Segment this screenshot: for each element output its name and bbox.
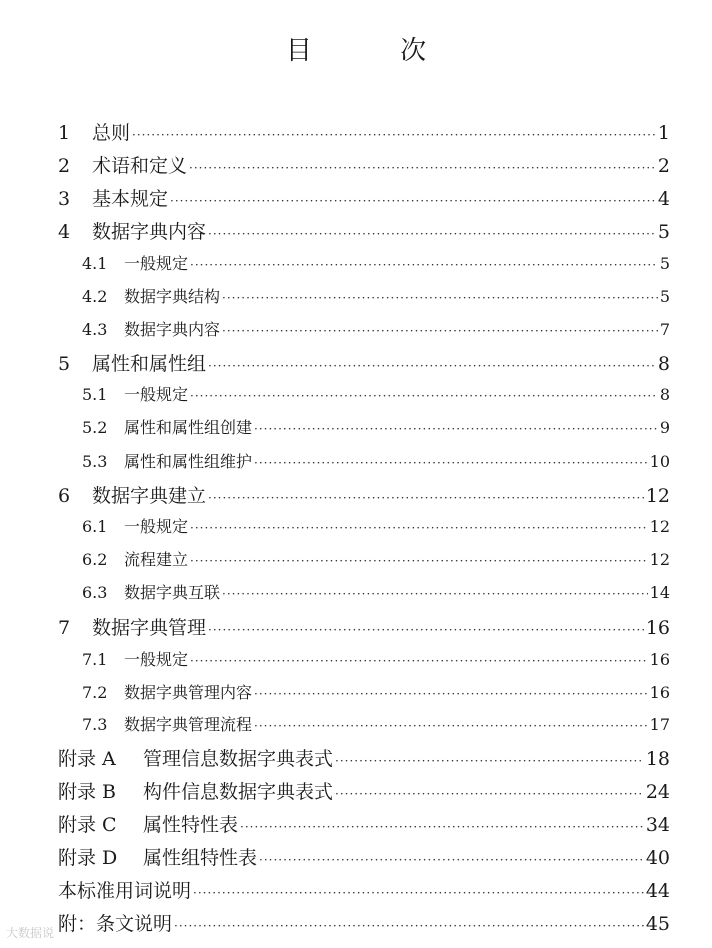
dot-leader xyxy=(190,389,658,403)
appendix-label: 附录 A xyxy=(58,748,116,770)
toc-entry-4[interactable] xyxy=(58,217,670,243)
section-number: 6 xyxy=(58,485,71,507)
section-title: 管理信息数据字典表式 xyxy=(143,748,334,770)
dot-leader xyxy=(254,687,648,701)
dot-leader xyxy=(208,623,644,637)
page-number: 4 xyxy=(657,188,670,210)
section-number: 4.1 xyxy=(82,254,108,273)
section-number: 6.2 xyxy=(82,550,108,569)
section-title: 数据字典管理流程 xyxy=(124,715,253,734)
page-number: 8 xyxy=(657,353,670,375)
section-title: 基本规定 xyxy=(92,188,169,210)
page-number: 10 xyxy=(649,452,670,471)
dot-leader xyxy=(254,456,648,470)
section-number: 5.2 xyxy=(82,418,108,437)
toc-entry-terms-note[interactable] xyxy=(58,876,670,902)
dot-leader xyxy=(190,554,648,568)
toc-entry-clause-note[interactable] xyxy=(58,909,670,935)
section-title: 术语和定义 xyxy=(92,155,188,177)
page-number: 16 xyxy=(649,650,670,669)
section-number: 4 xyxy=(58,221,71,243)
toc-entry-5-2[interactable] xyxy=(82,415,670,441)
section-title: 数据字典管理 xyxy=(92,617,207,639)
section-title: 数据字典建立 xyxy=(92,485,207,507)
section-number: 4.3 xyxy=(82,320,108,339)
page-number: 12 xyxy=(645,485,670,507)
page-number: 5 xyxy=(659,254,670,273)
page-number: 16 xyxy=(649,683,670,702)
dot-leader xyxy=(208,359,656,373)
page-number: 24 xyxy=(645,781,670,803)
page-number: 40 xyxy=(645,847,670,869)
dot-leader xyxy=(254,422,658,436)
section-title: 属性和属性组维护 xyxy=(124,452,253,471)
toc-entry-1[interactable] xyxy=(58,118,670,144)
page-number: 12 xyxy=(649,517,670,536)
dot-leader xyxy=(208,491,644,505)
section-number: 2 xyxy=(58,155,71,177)
section-number: 5.1 xyxy=(82,385,108,404)
toc-entry-6[interactable] xyxy=(58,481,670,507)
toc-entry-4-1[interactable] xyxy=(82,251,670,277)
section-title: 属性和属性组 xyxy=(92,353,207,375)
dot-leader xyxy=(222,587,648,601)
dot-leader xyxy=(170,194,656,208)
page-number: 45 xyxy=(645,913,670,935)
section-title: 数据字典管理内容 xyxy=(124,683,253,702)
page-title: 目 次 xyxy=(285,36,467,66)
toc-entry-4-3[interactable] xyxy=(82,317,670,343)
section-number: 6.3 xyxy=(82,583,108,602)
section-title: 一般规定 xyxy=(124,650,189,669)
section-title: 属性特性表 xyxy=(143,814,239,836)
page-number: 18 xyxy=(645,748,670,770)
section-title: 一般规定 xyxy=(124,254,189,273)
page-number: 5 xyxy=(659,287,670,306)
appendix-label: 附录 C xyxy=(58,814,117,836)
dot-leader xyxy=(190,654,648,668)
page-number: 17 xyxy=(649,715,670,734)
section-number: 7 xyxy=(58,617,71,639)
toc-entry-appendix-a[interactable] xyxy=(58,744,670,770)
toc-entry-5-3[interactable] xyxy=(82,449,670,475)
section-number: 7.3 xyxy=(82,715,108,734)
page-number: 16 xyxy=(645,617,670,639)
dot-leader xyxy=(259,853,644,867)
toc-entry-6-1[interactable] xyxy=(82,514,670,540)
section-number: 3 xyxy=(58,188,71,210)
page-number: 5 xyxy=(657,221,670,243)
section-number: 4.2 xyxy=(82,287,108,306)
toc-entry-appendix-d[interactable] xyxy=(58,843,670,869)
section-title: 数据字典内容 xyxy=(124,320,221,339)
dot-leader xyxy=(174,919,644,933)
toc-entry-5-1[interactable] xyxy=(82,382,670,408)
section-number: 7.2 xyxy=(82,683,108,702)
page-number: 8 xyxy=(659,385,670,404)
section-title: 数据字典结构 xyxy=(124,287,221,306)
dot-leader xyxy=(335,787,644,801)
toc-entry-7-2[interactable] xyxy=(82,680,670,706)
section-title: 属性组特性表 xyxy=(143,847,258,869)
section-title: 本标准用词说明 xyxy=(58,880,192,902)
page-number: 2 xyxy=(657,155,670,177)
section-number: 5.3 xyxy=(82,452,108,471)
dot-leader xyxy=(240,820,644,834)
toc-entry-6-3[interactable] xyxy=(82,580,670,606)
toc-entry-6-2[interactable] xyxy=(82,547,670,573)
dot-leader xyxy=(132,128,656,142)
dot-leader xyxy=(335,754,644,768)
page-number: 12 xyxy=(649,550,670,569)
toc-entry-7-3[interactable] xyxy=(82,712,670,738)
dot-leader xyxy=(189,161,656,175)
dot-leader xyxy=(254,719,648,733)
page-number: 44 xyxy=(645,880,670,902)
toc-entry-7-1[interactable] xyxy=(82,647,670,673)
section-title: 属性和属性组创建 xyxy=(124,418,253,437)
dot-leader xyxy=(190,521,648,535)
section-title: 流程建立 xyxy=(124,550,189,569)
page-number: 1 xyxy=(657,122,670,144)
section-number: 5 xyxy=(58,353,71,375)
section-title: 总则 xyxy=(92,122,131,144)
dot-leader xyxy=(222,324,658,338)
page-number: 9 xyxy=(659,418,670,437)
appendix-label: 附录 D xyxy=(58,847,118,869)
section-title: 数据字典内容 xyxy=(92,221,207,243)
section-title: 构件信息数据字典表式 xyxy=(143,781,334,803)
section-title: 一般规定 xyxy=(124,517,189,536)
section-title: 数据字典互联 xyxy=(124,583,221,602)
toc-entry-appendix-b[interactable] xyxy=(58,777,670,803)
page-number: 14 xyxy=(649,583,670,602)
page-number: 34 xyxy=(645,814,670,836)
section-number: 7.1 xyxy=(82,650,108,669)
toc-entry-4-2[interactable] xyxy=(82,284,670,310)
section-number: 1 xyxy=(58,122,71,144)
section-number: 6.1 xyxy=(82,517,108,536)
toc-entry-2[interactable] xyxy=(58,151,670,177)
dot-leader xyxy=(208,227,656,241)
appendix-label: 附录 B xyxy=(58,781,117,803)
toc-entry-3[interactable] xyxy=(58,184,670,210)
section-title: 附：条文说明 xyxy=(58,913,173,935)
toc-entry-appendix-c[interactable] xyxy=(58,810,670,836)
dot-leader xyxy=(193,886,644,900)
watermark: 大数据说 xyxy=(6,926,55,940)
page-number: 7 xyxy=(659,320,670,339)
section-title: 一般规定 xyxy=(124,385,189,404)
dot-leader xyxy=(222,291,658,305)
toc-entry-5[interactable] xyxy=(58,349,670,375)
toc-entry-7[interactable] xyxy=(58,613,670,639)
dot-leader xyxy=(190,258,658,272)
